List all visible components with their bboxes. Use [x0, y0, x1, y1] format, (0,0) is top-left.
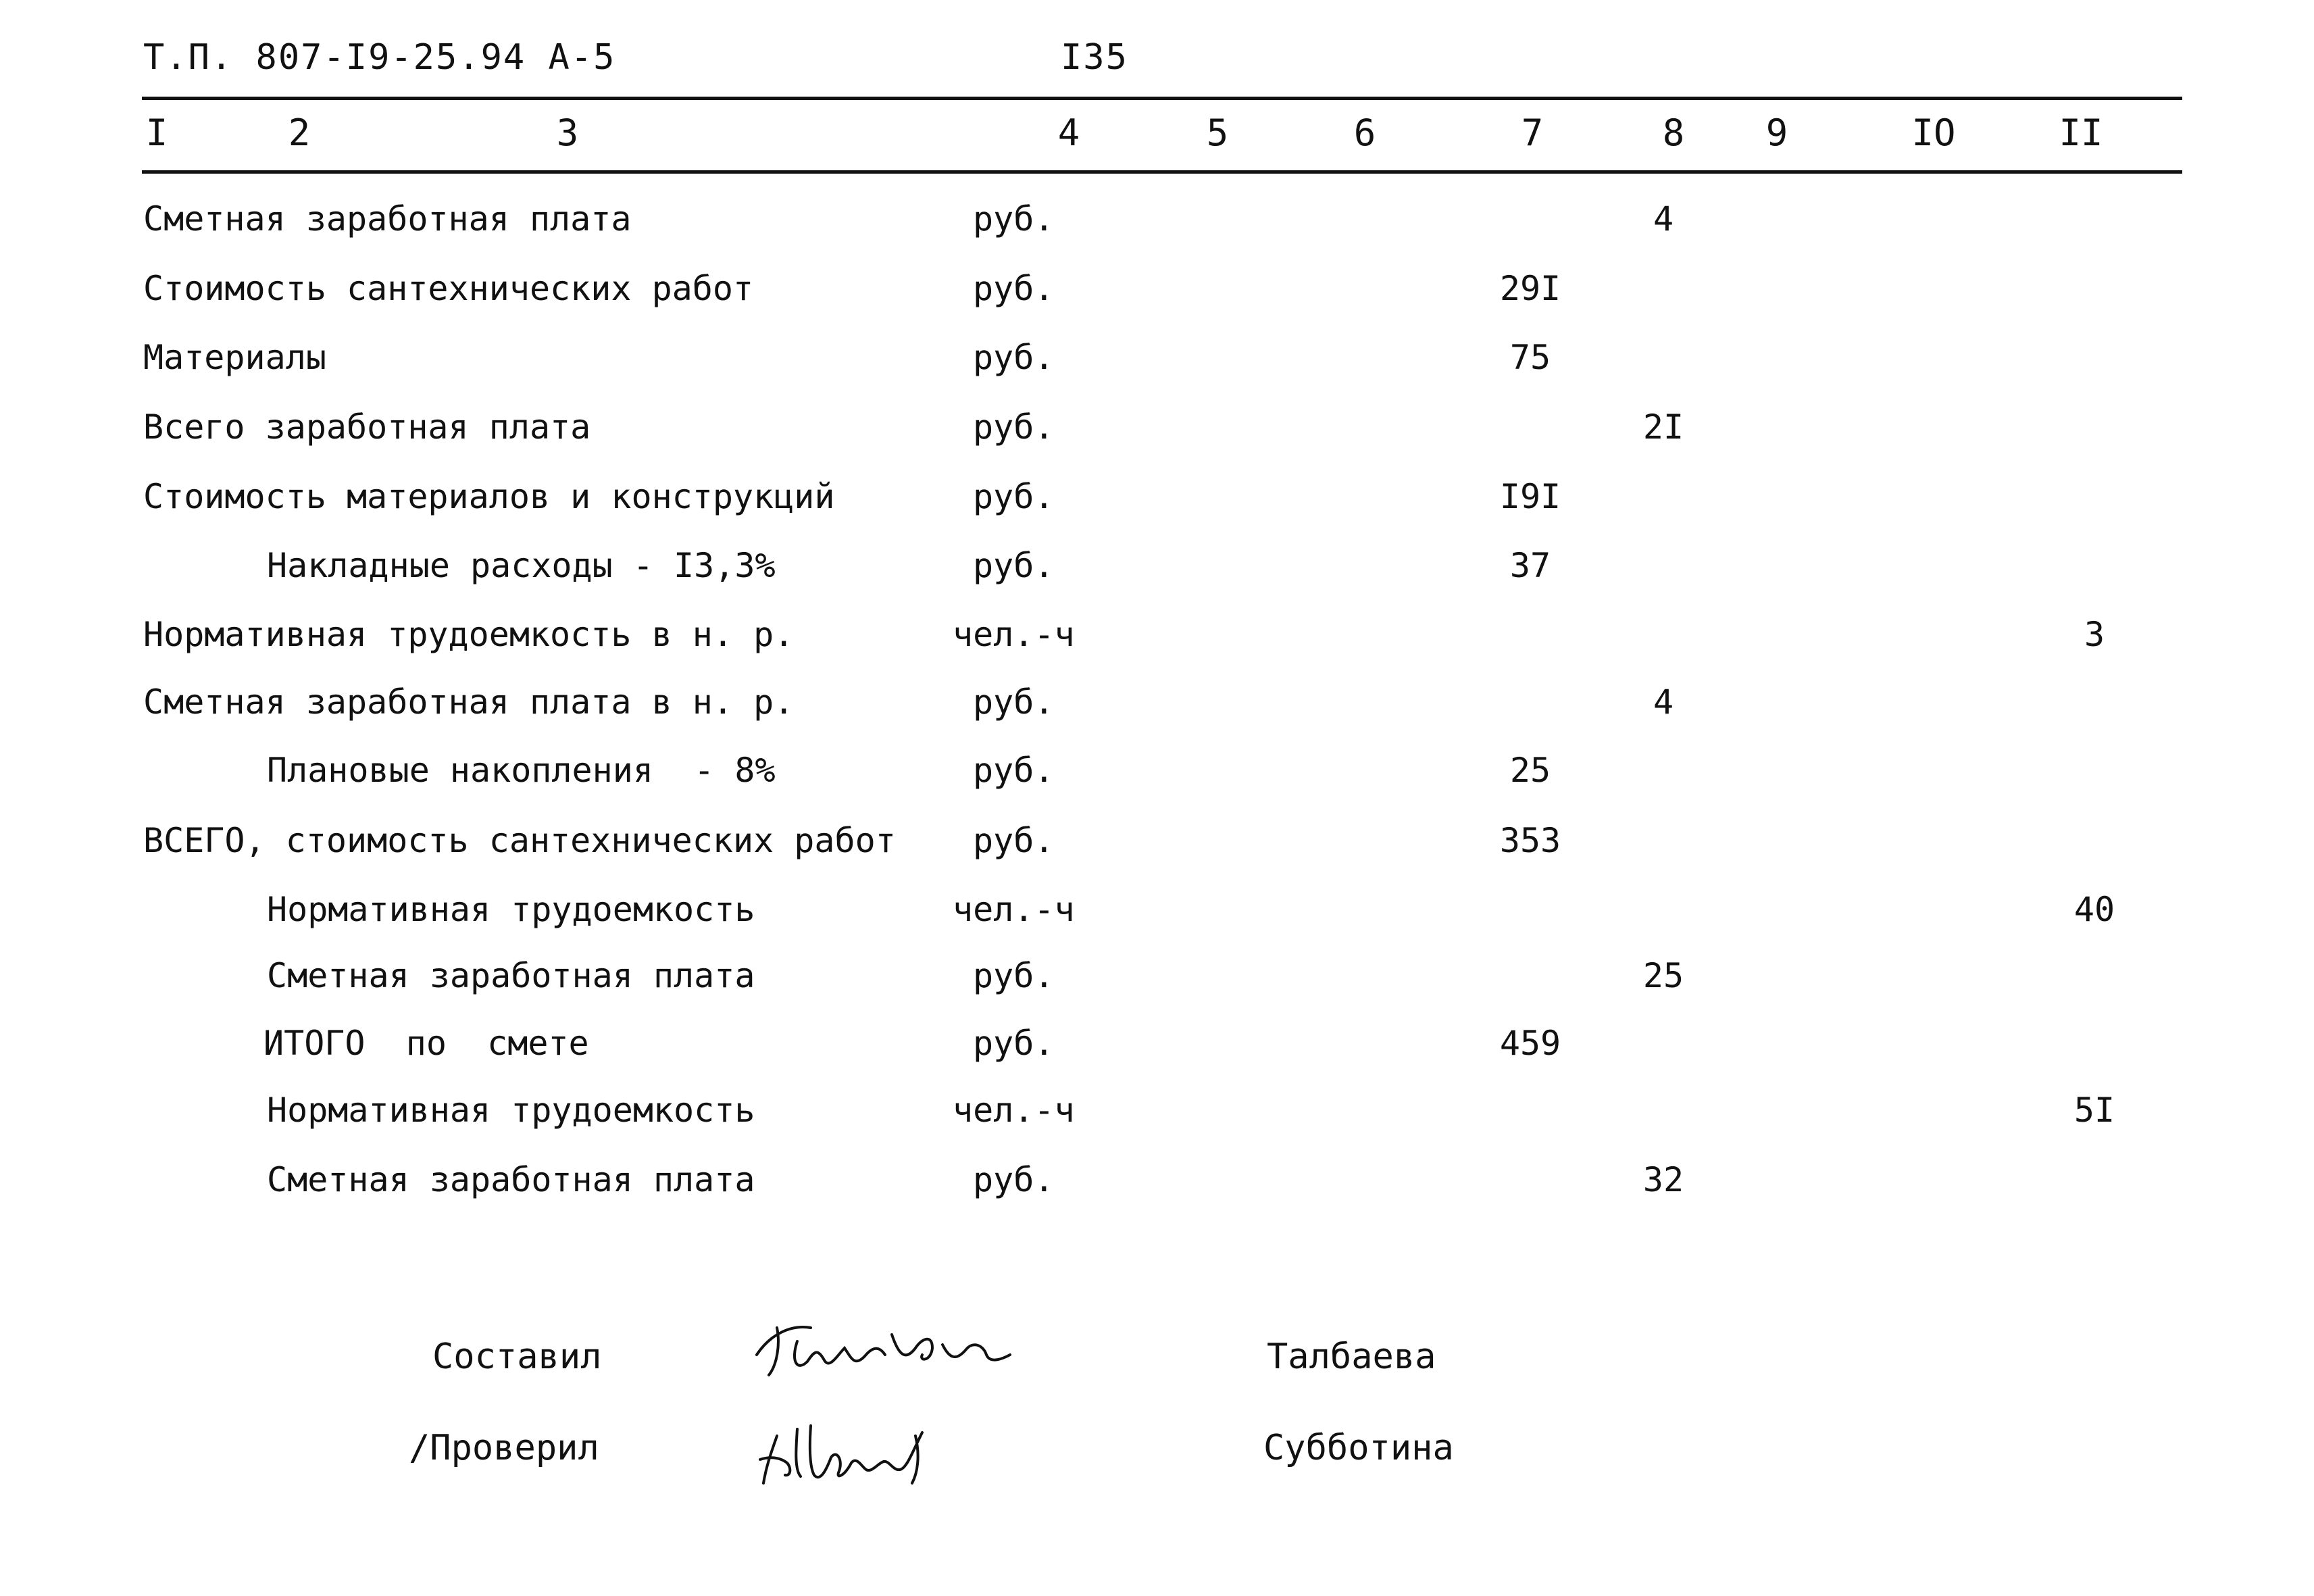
row-name: Накладные расходы - I3,3%	[267, 546, 776, 585]
row-name: Стоимость материалов и конструкций	[143, 477, 835, 516]
row-unit: руб.	[973, 338, 1055, 377]
row-name: Плановые накопления - 8%	[267, 751, 776, 790]
table-row	[0, 1160, 2314, 1214]
checked-signature	[750, 1409, 953, 1497]
row-col-8: 2I	[1642, 407, 1684, 447]
column-number: 8	[1662, 111, 1685, 154]
column-number: 6	[1353, 111, 1376, 154]
row-unit: руб.	[973, 199, 1055, 239]
table-row	[0, 199, 2314, 253]
table-row	[0, 615, 2314, 669]
table-row	[0, 821, 2314, 875]
table-row	[0, 407, 2314, 462]
table-row	[0, 1024, 2314, 1078]
row-name: Нормативная трудоемкость	[267, 890, 755, 929]
row-unit: руб.	[973, 956, 1055, 995]
row-name: Нормативная трудоемкость в н. р.	[143, 615, 795, 654]
column-number: 3	[556, 111, 579, 154]
row-col-8: 4	[1653, 682, 1674, 722]
row-col-7: 25	[1509, 751, 1551, 790]
row-col-7: 75	[1509, 338, 1551, 377]
row-name: Нормативная трудоемкость	[267, 1091, 755, 1130]
table-top-rule	[142, 97, 2182, 100]
row-name: ВСЕГО, стоимость сантехнических работ	[143, 821, 896, 860]
column-number: II	[2059, 111, 2103, 154]
row-name: Сметная заработная плата в н. р.	[143, 682, 795, 722]
row-col-8: 32	[1642, 1160, 1684, 1199]
table-row	[0, 682, 2314, 737]
column-number: 9	[1765, 111, 1788, 154]
row-col-11: 40	[2073, 890, 2115, 929]
table-row	[0, 890, 2314, 944]
row-col-7: 29I	[1499, 269, 1561, 308]
row-name: Сметная заработная плата	[267, 956, 755, 995]
table-row	[0, 269, 2314, 323]
table-row	[0, 546, 2314, 600]
compiled-by-label: Составил	[432, 1337, 602, 1377]
row-name: Сметная заработная плата	[143, 199, 632, 239]
row-name: Сметная заработная плата	[267, 1160, 755, 1199]
row-unit: чел.-ч	[953, 890, 1075, 929]
row-col-7: 37	[1509, 546, 1551, 585]
column-number: 7	[1521, 111, 1544, 154]
table-row	[0, 477, 2314, 531]
table-row	[0, 338, 2314, 392]
table-row	[0, 1091, 2314, 1145]
row-unit: руб.	[973, 1024, 1055, 1063]
row-unit: руб.	[973, 1160, 1055, 1199]
table-header-rule	[142, 170, 2182, 174]
row-unit: чел.-ч	[953, 1091, 1075, 1130]
row-unit: руб.	[973, 546, 1055, 585]
row-col-7: 353	[1499, 821, 1561, 860]
row-col-7: I9I	[1499, 477, 1561, 516]
row-name: Всего заработная плата	[143, 407, 591, 447]
row-name: ИТОГО по смете	[263, 1024, 589, 1063]
row-name: Материалы	[143, 338, 326, 377]
document-code: Т.П. 807-I9-25.94 А-5	[143, 37, 616, 78]
checked-by-name: Субботина	[1263, 1428, 1454, 1468]
row-name: Стоимость сантехнических работ	[143, 269, 754, 308]
row-unit: руб.	[973, 477, 1055, 516]
row-col-7: 459	[1499, 1024, 1561, 1063]
row-unit: руб.	[973, 269, 1055, 308]
row-unit: руб.	[973, 751, 1055, 790]
column-number: 4	[1057, 111, 1080, 154]
table-row	[0, 956, 2314, 1010]
page-number: I35	[1061, 37, 1128, 78]
checked-by-label: /Проверил	[409, 1428, 599, 1468]
row-unit: руб.	[973, 407, 1055, 447]
table-row	[0, 751, 2314, 805]
row-unit: руб.	[973, 821, 1055, 860]
row-col-8: 4	[1653, 199, 1674, 239]
compiled-signature	[750, 1307, 1034, 1389]
compiled-by-name: Талбаева	[1267, 1337, 1436, 1377]
column-number: I	[145, 111, 168, 154]
row-col-11: 3	[2084, 615, 2105, 654]
column-number: 5	[1206, 111, 1229, 154]
row-unit: чел.-ч	[953, 615, 1075, 654]
row-unit: руб.	[973, 682, 1055, 722]
row-col-8: 25	[1642, 956, 1684, 995]
row-col-11: 5I	[2073, 1091, 2115, 1130]
column-number: IO	[1911, 111, 1956, 154]
column-number: 2	[288, 111, 311, 154]
